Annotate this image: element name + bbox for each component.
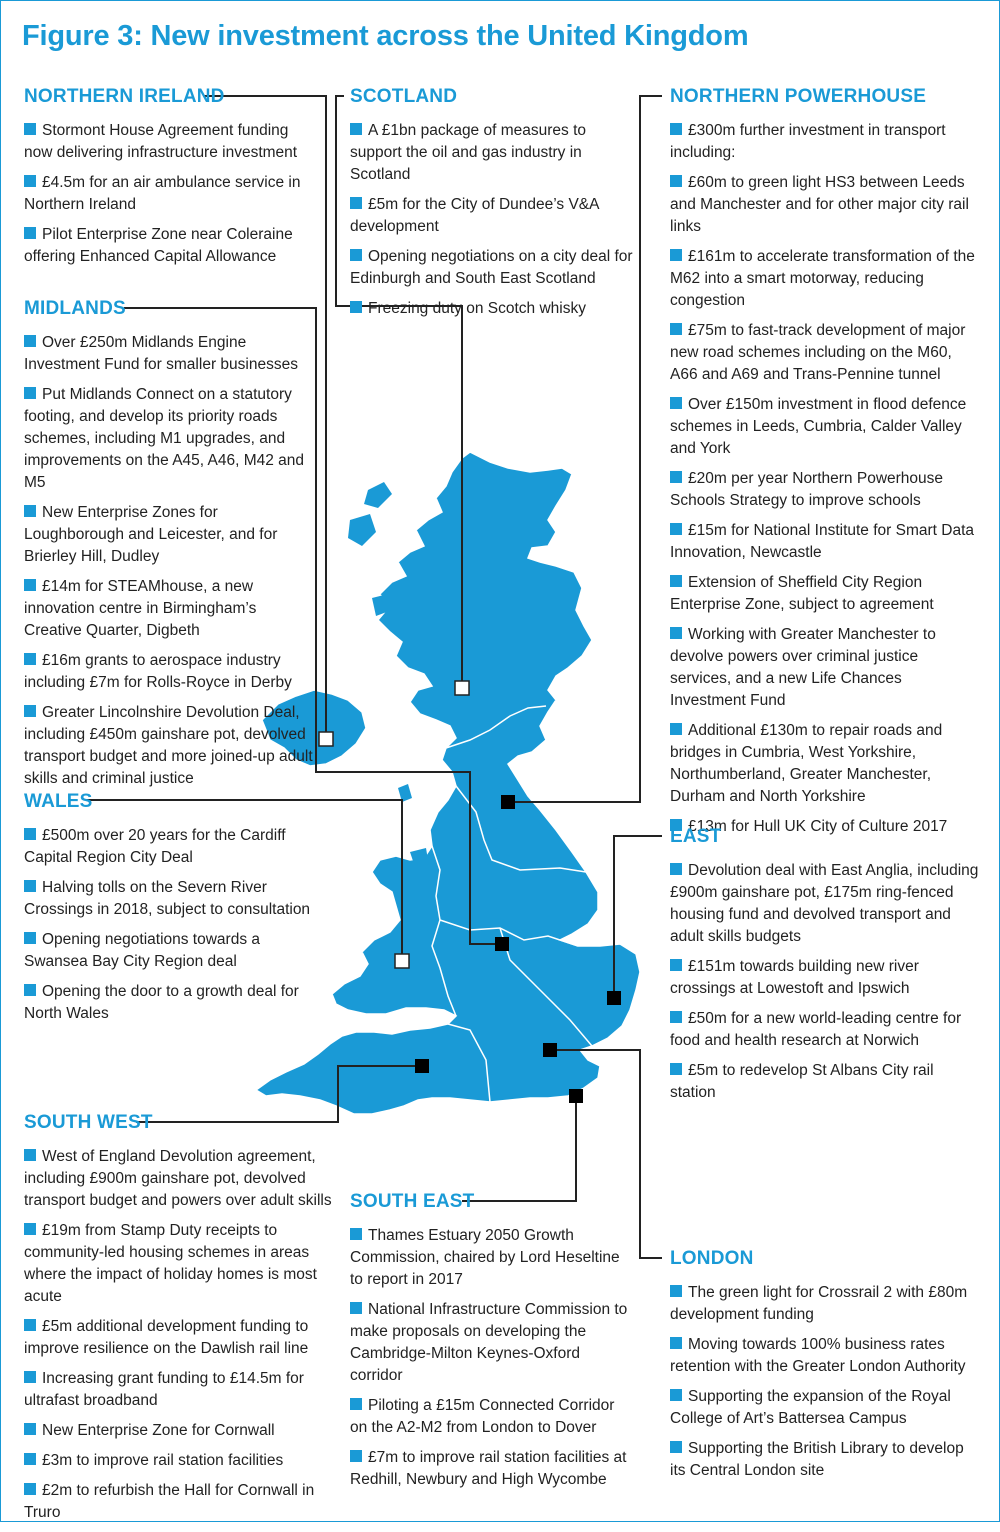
investment-item — [350, 194, 635, 238]
investment-list — [670, 1282, 980, 1482]
investment-item — [670, 1386, 980, 1430]
bullet-square-icon — [24, 335, 36, 347]
hebrides-island — [364, 482, 392, 508]
investment-item — [350, 1299, 635, 1387]
bullet-square-icon — [670, 575, 682, 587]
figure-title: Figure 3: New investment across the United Kingdom — [22, 20, 749, 52]
investment-text: Opening negotiations on a city deal for Edinburgh and South East Scotland — [350, 248, 633, 287]
bullet-square-icon — [670, 397, 682, 409]
investment-item — [670, 1008, 980, 1052]
investment-text: Over £150m investment in flood defence schemes in Leeds, Cumbria, Calder Valley and York — [670, 396, 967, 457]
region-name: NORTHERN POWERHOUSE — [670, 86, 927, 107]
investment-text: £4.5m for an air ambulance service in Northern Ireland — [24, 174, 301, 213]
investment-text: £16m grants to aerospace industry including £7m for Rolls-Royce in Derby — [24, 652, 292, 691]
bullet-square-icon — [350, 1228, 362, 1240]
investment-item — [24, 1316, 334, 1360]
bullet-square-icon — [24, 1223, 36, 1235]
bullet-square-icon — [24, 705, 36, 717]
bullet-square-icon — [670, 523, 682, 535]
investment-list — [670, 120, 980, 838]
bullet-square-icon — [350, 123, 362, 135]
bullet-square-icon — [24, 1453, 36, 1465]
investment-item — [24, 825, 314, 869]
region-south-east — [350, 1191, 635, 1499]
investment-text: £13m for Hull UK City of Culture 2017 — [688, 818, 948, 835]
investment-list — [24, 825, 314, 1025]
investment-text: £300m further investment in transport including: — [670, 122, 946, 161]
investment-item — [24, 1480, 334, 1524]
investment-item — [670, 860, 980, 948]
bullet-square-icon — [24, 387, 36, 399]
region-london — [670, 1248, 980, 1490]
investment-text: Stormont House Agreement funding now delivering infrastructure investment — [24, 122, 298, 161]
investment-text: £50m for a new world-leading centre for food and health research at Norwich — [670, 1010, 962, 1049]
investment-text: Put Midlands Connect on a statutory footing, and develop its priority roads schemes, including M1 upgrades, and improvements on the A45, A46, M42 and M5 — [24, 386, 305, 491]
region-name: WALES — [24, 791, 93, 812]
investment-text: £2m to refurbish the Hall for Cornwall in Truro — [24, 1482, 315, 1521]
bullet-square-icon — [670, 323, 682, 335]
skye-island — [348, 514, 376, 546]
bullet-square-icon — [670, 1285, 682, 1297]
investment-item — [24, 929, 314, 973]
investment-text: Devolution deal with East Anglia, including £900m gainshare pot, £175m ring-fenced housing fund and devolved transport and adult skills budgets — [670, 862, 979, 945]
bullet-square-icon — [670, 471, 682, 483]
bullet-square-icon — [350, 1302, 362, 1314]
investment-item — [670, 1282, 980, 1326]
marker-south-east — [569, 1089, 583, 1103]
marker-london — [543, 1043, 557, 1057]
bullet-square-icon — [350, 197, 362, 209]
bullet-square-icon — [24, 1483, 36, 1495]
bullet-square-icon — [670, 249, 682, 261]
investment-item — [670, 520, 980, 564]
region-south-west — [24, 1112, 334, 1532]
investment-text: £15m for National Institute for Smart Data Innovation, Newcastle — [670, 522, 975, 561]
bullet-square-icon — [670, 1389, 682, 1401]
investment-text: £7m to improve rail station facilities at Redhill, Newbury and High Wycombe — [350, 1449, 627, 1488]
bullet-square-icon — [670, 959, 682, 971]
investment-text: Opening the door to a growth deal for North Wales — [24, 983, 299, 1022]
bullet-square-icon — [24, 653, 36, 665]
investment-text: Moving towards 100% business rates retention with the Greater London Authority — [670, 1336, 966, 1375]
investment-item — [670, 956, 980, 1000]
investment-item — [24, 502, 314, 568]
bullet-square-icon — [24, 1371, 36, 1383]
investment-item — [24, 1220, 334, 1308]
region-name: SOUTH WEST — [24, 1112, 153, 1133]
investment-list — [350, 1225, 635, 1491]
investment-item — [24, 576, 314, 642]
investment-item — [670, 120, 980, 164]
investment-text: Halving tolls on the Severn River Crossings in 2018, subject to consultation — [24, 879, 311, 918]
investment-item — [350, 1225, 635, 1291]
investment-text: £5m for the City of Dundee’s V&A development — [350, 196, 599, 235]
bullet-square-icon — [670, 1441, 682, 1453]
investment-item — [24, 981, 314, 1025]
investment-text: £151m towards building new river crossings at Lowestoft and Ipswich — [670, 958, 919, 997]
investment-text: £60m to green light HS3 between Leeds and Manchester and for other major city rail links — [670, 174, 969, 235]
investment-text: Opening negotiations towards a Swansea Bay City Region deal — [24, 931, 261, 970]
region-east — [670, 826, 980, 1112]
investment-text: A £1bn package of measures to support the oil and gas industry in Scotland — [350, 122, 587, 183]
bullet-square-icon — [350, 301, 362, 313]
investment-item — [670, 320, 980, 386]
region-scotland — [350, 86, 635, 328]
investment-text: The green light for Crossrail 2 with £80m development funding — [670, 1284, 968, 1323]
bullet-square-icon — [350, 249, 362, 261]
investment-text: Increasing grant funding to £14.5m for ultrafast broadband — [24, 1370, 304, 1409]
investment-item — [24, 1420, 334, 1442]
bullet-square-icon — [670, 175, 682, 187]
region-northern-powerhouse — [670, 86, 980, 846]
bullet-square-icon — [350, 1398, 362, 1410]
investment-text: Supporting the British Library to develop its Central London site — [670, 1440, 964, 1479]
marker-northern-ireland — [319, 732, 333, 746]
leader-south-east — [462, 1096, 576, 1201]
investment-item — [670, 624, 980, 712]
investment-item — [350, 1395, 635, 1439]
investment-item — [24, 650, 314, 694]
investment-text: £3m to improve rail station facilities — [42, 1452, 284, 1469]
investment-text: New Enterprise Zone for Cornwall — [42, 1422, 275, 1439]
investment-text: £14m for STEAMhouse, a new innovation centre in Birmingham’s Creative Quarter, Digbeth — [24, 578, 257, 639]
bullet-square-icon — [24, 932, 36, 944]
bullet-square-icon — [24, 1319, 36, 1331]
bullet-square-icon — [24, 505, 36, 517]
investment-text: Extension of Sheffield City Region Enterprise Zone, subject to agreement — [670, 574, 934, 613]
investment-item — [24, 120, 314, 164]
bullet-square-icon — [24, 227, 36, 239]
bullet-square-icon — [24, 175, 36, 187]
bullet-square-icon — [670, 627, 682, 639]
investment-item — [350, 246, 635, 290]
marker-northern-powerhouse — [501, 795, 515, 809]
bullet-square-icon — [670, 863, 682, 875]
investment-list — [24, 120, 314, 268]
investment-text: £20m per year Northern Powerhouse Schools Strategy to improve schools — [670, 470, 944, 509]
investment-text: £75m to fast-track development of major new road schemes including on the M60, A66 and A69 and Trans-Pennine tunnel — [670, 322, 966, 383]
investment-item — [670, 246, 980, 312]
investment-text: Supporting the expansion of the Royal College of Art’s Battersea Campus — [670, 1388, 951, 1427]
investment-item — [350, 120, 635, 186]
region-name: SOUTH EAST — [350, 1191, 475, 1212]
investment-item — [670, 720, 980, 808]
region-name: NORTHERN IRELAND — [24, 86, 225, 107]
region-name: EAST — [670, 826, 722, 847]
investment-item — [670, 394, 980, 460]
marker-south-west — [415, 1059, 429, 1073]
region-midlands — [24, 298, 314, 798]
bullet-square-icon — [670, 723, 682, 735]
bullet-square-icon — [24, 1423, 36, 1435]
investment-item — [350, 298, 635, 320]
investment-list — [24, 332, 314, 790]
investment-item — [670, 468, 980, 512]
region-name: MIDLANDS — [24, 298, 126, 319]
bullet-square-icon — [24, 984, 36, 996]
investment-text: New Enterprise Zones for Loughborough and Leicester, and for Brierley Hill, Dudley — [24, 504, 278, 565]
investment-text: Greater Lincolnshire Devolution Deal, including £450m gainshare pot, devolved transport budget and more joined-up adult skills and criminal justice — [24, 704, 313, 787]
investment-item — [670, 572, 980, 616]
bullet-square-icon — [24, 880, 36, 892]
investment-text: West of England Devolution agreement, including £900m gainshare pot, devolved transport budget and powers over adult skills — [24, 1148, 332, 1209]
investment-text: Piloting a £15m Connected Corridor on the A2-M2 from London to Dover — [350, 1397, 615, 1436]
investment-text: £161m to accelerate transformation of the M62 into a smart motorway, reducing congestion — [670, 248, 975, 309]
investment-item — [24, 172, 314, 216]
investment-item — [350, 1447, 635, 1491]
marker-scotland — [455, 681, 469, 695]
investment-text: £5m additional development funding to improve resilience on the Dawlish rail line — [24, 1318, 309, 1357]
investment-item — [24, 384, 314, 494]
investment-text: National Infrastructure Commission to make proposals on developing the Cambridge-Milton Keynes-Oxford corridor — [350, 1301, 628, 1384]
bullet-square-icon — [24, 579, 36, 591]
bullet-square-icon — [670, 1063, 682, 1075]
investment-item — [670, 1060, 980, 1104]
region-wales — [24, 791, 314, 1033]
investment-item — [24, 702, 314, 790]
investment-item — [670, 1438, 980, 1482]
investment-item — [670, 1334, 980, 1378]
investment-list — [24, 1146, 334, 1524]
investment-text: £5m to redevelop St Albans City rail station — [670, 1062, 934, 1101]
marker-wales — [395, 954, 409, 968]
investment-item — [24, 1146, 334, 1212]
bullet-square-icon — [670, 1337, 682, 1349]
investment-text: Working with Greater Manchester to devolve powers over criminal justice services, and a new Life Chances Investment Fund — [670, 626, 936, 709]
investment-text: Over £250m Midlands Engine Investment Fund for smaller businesses — [24, 334, 298, 373]
investment-text: Thames Estuary 2050 Growth Commission, chaired by Lord Heseltine to report in 2017 — [350, 1227, 620, 1288]
investment-list — [350, 120, 635, 320]
bullet-square-icon — [670, 1011, 682, 1023]
investment-item — [24, 877, 314, 921]
region-northern-ireland — [24, 86, 314, 276]
investment-item — [24, 332, 314, 376]
region-name: SCOTLAND — [350, 86, 458, 107]
investment-text: £500m over 20 years for the Cardiff Capital Region City Deal — [24, 827, 286, 866]
investment-text: £19m from Stamp Duty receipts to community-led housing schemes in areas where the impact of holiday homes is most acute — [24, 1222, 317, 1305]
investment-list — [670, 860, 980, 1104]
bullet-square-icon — [350, 1450, 362, 1462]
marker-east — [607, 991, 621, 1005]
investment-item — [670, 172, 980, 238]
investment-item — [24, 1450, 334, 1472]
investment-text: Pilot Enterprise Zone near Coleraine offering Enhanced Capital Allowance — [24, 226, 293, 265]
investment-text: Freezing duty on Scotch whisky — [368, 300, 586, 317]
bullet-square-icon — [24, 828, 36, 840]
investment-item — [24, 224, 314, 268]
investment-text: Additional £130m to repair roads and bridges in Cumbria, West Yorkshire, Northumberland, Greater Manchester, Durham and North Yorkshire — [670, 722, 943, 805]
investment-item — [24, 1368, 334, 1412]
bullet-square-icon — [24, 1149, 36, 1161]
bullet-square-icon — [670, 123, 682, 135]
bullet-square-icon — [24, 123, 36, 135]
region-name: LONDON — [670, 1248, 754, 1269]
marker-midlands — [495, 937, 509, 951]
